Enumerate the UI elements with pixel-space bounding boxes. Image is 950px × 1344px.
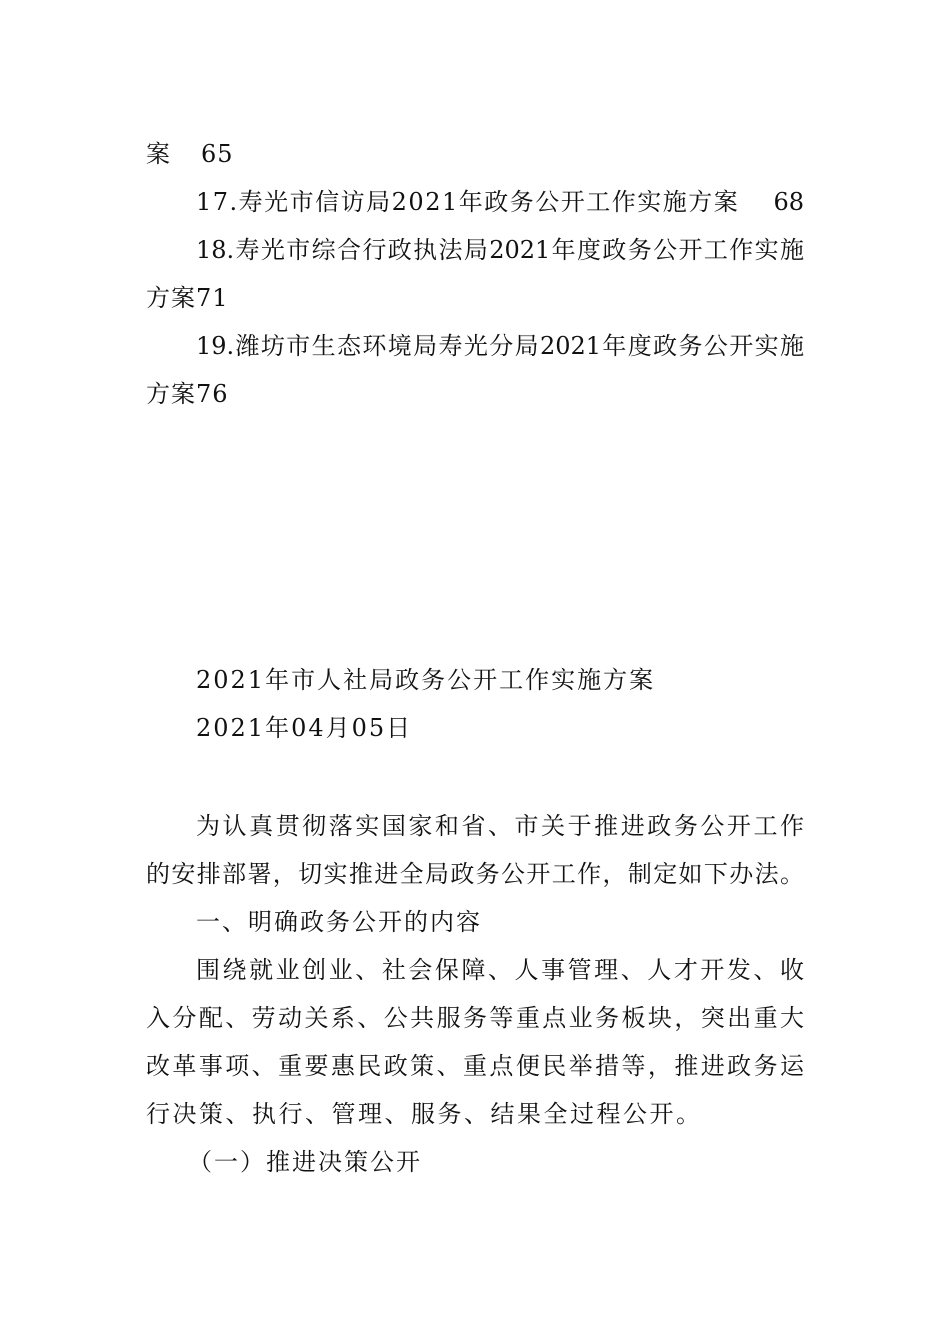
subsection-1-heading: （一）推进决策公开 xyxy=(188,1148,422,1176)
toc-continuation-page: 65 xyxy=(201,140,234,168)
paragraph-1-line3: 改革事项、重要惠民政策、重点便民举措等，推进政务运 xyxy=(146,1052,804,1080)
paragraph-1-line1: 围绕就业创业、社会保障、人事管理、人才开发、收 xyxy=(196,956,804,984)
intro-paragraph-line1: 为认真贯彻落实国家和省、市关于推进政务公开工作 xyxy=(196,812,804,840)
toc-continuation-word: 案 xyxy=(146,140,171,168)
toc-item-17-page: 68 xyxy=(773,188,804,216)
toc-item-19-line1[interactable]: 19.潍坊市生态环境局寿光分局2021年度政务公开实施 xyxy=(196,332,804,360)
document-title: 2021年市人社局政务公开工作实施方案 xyxy=(196,666,656,694)
section-1-heading: 一、明确政务公开的内容 xyxy=(196,908,482,936)
toc-item-17[interactable] xyxy=(196,186,804,218)
document-date: 2021年04月05日 xyxy=(196,714,413,742)
toc-item-17-title: 17.寿光市信访局2021年政务公开工作实施方案 xyxy=(196,188,740,216)
paragraph-1-line4: 行决策、执行、管理、服务、结果全过程公开。 xyxy=(146,1100,703,1128)
paragraph-1-line2: 入分配、劳动关系、公共服务等重点业务板块，突出重大 xyxy=(146,1004,804,1032)
intro-paragraph-line2: 的安排部署，切实推进全局政务公开工作，制定如下办法。 xyxy=(146,860,804,888)
toc-continuation xyxy=(146,138,234,170)
toc-item-18-line2[interactable]: 方案71 xyxy=(146,284,229,312)
toc-item-18-line1[interactable]: 18.寿光市综合行政执法局2021年度政务公开工作实施 xyxy=(196,236,804,264)
toc-item-19-line2[interactable]: 方案76 xyxy=(146,380,229,408)
